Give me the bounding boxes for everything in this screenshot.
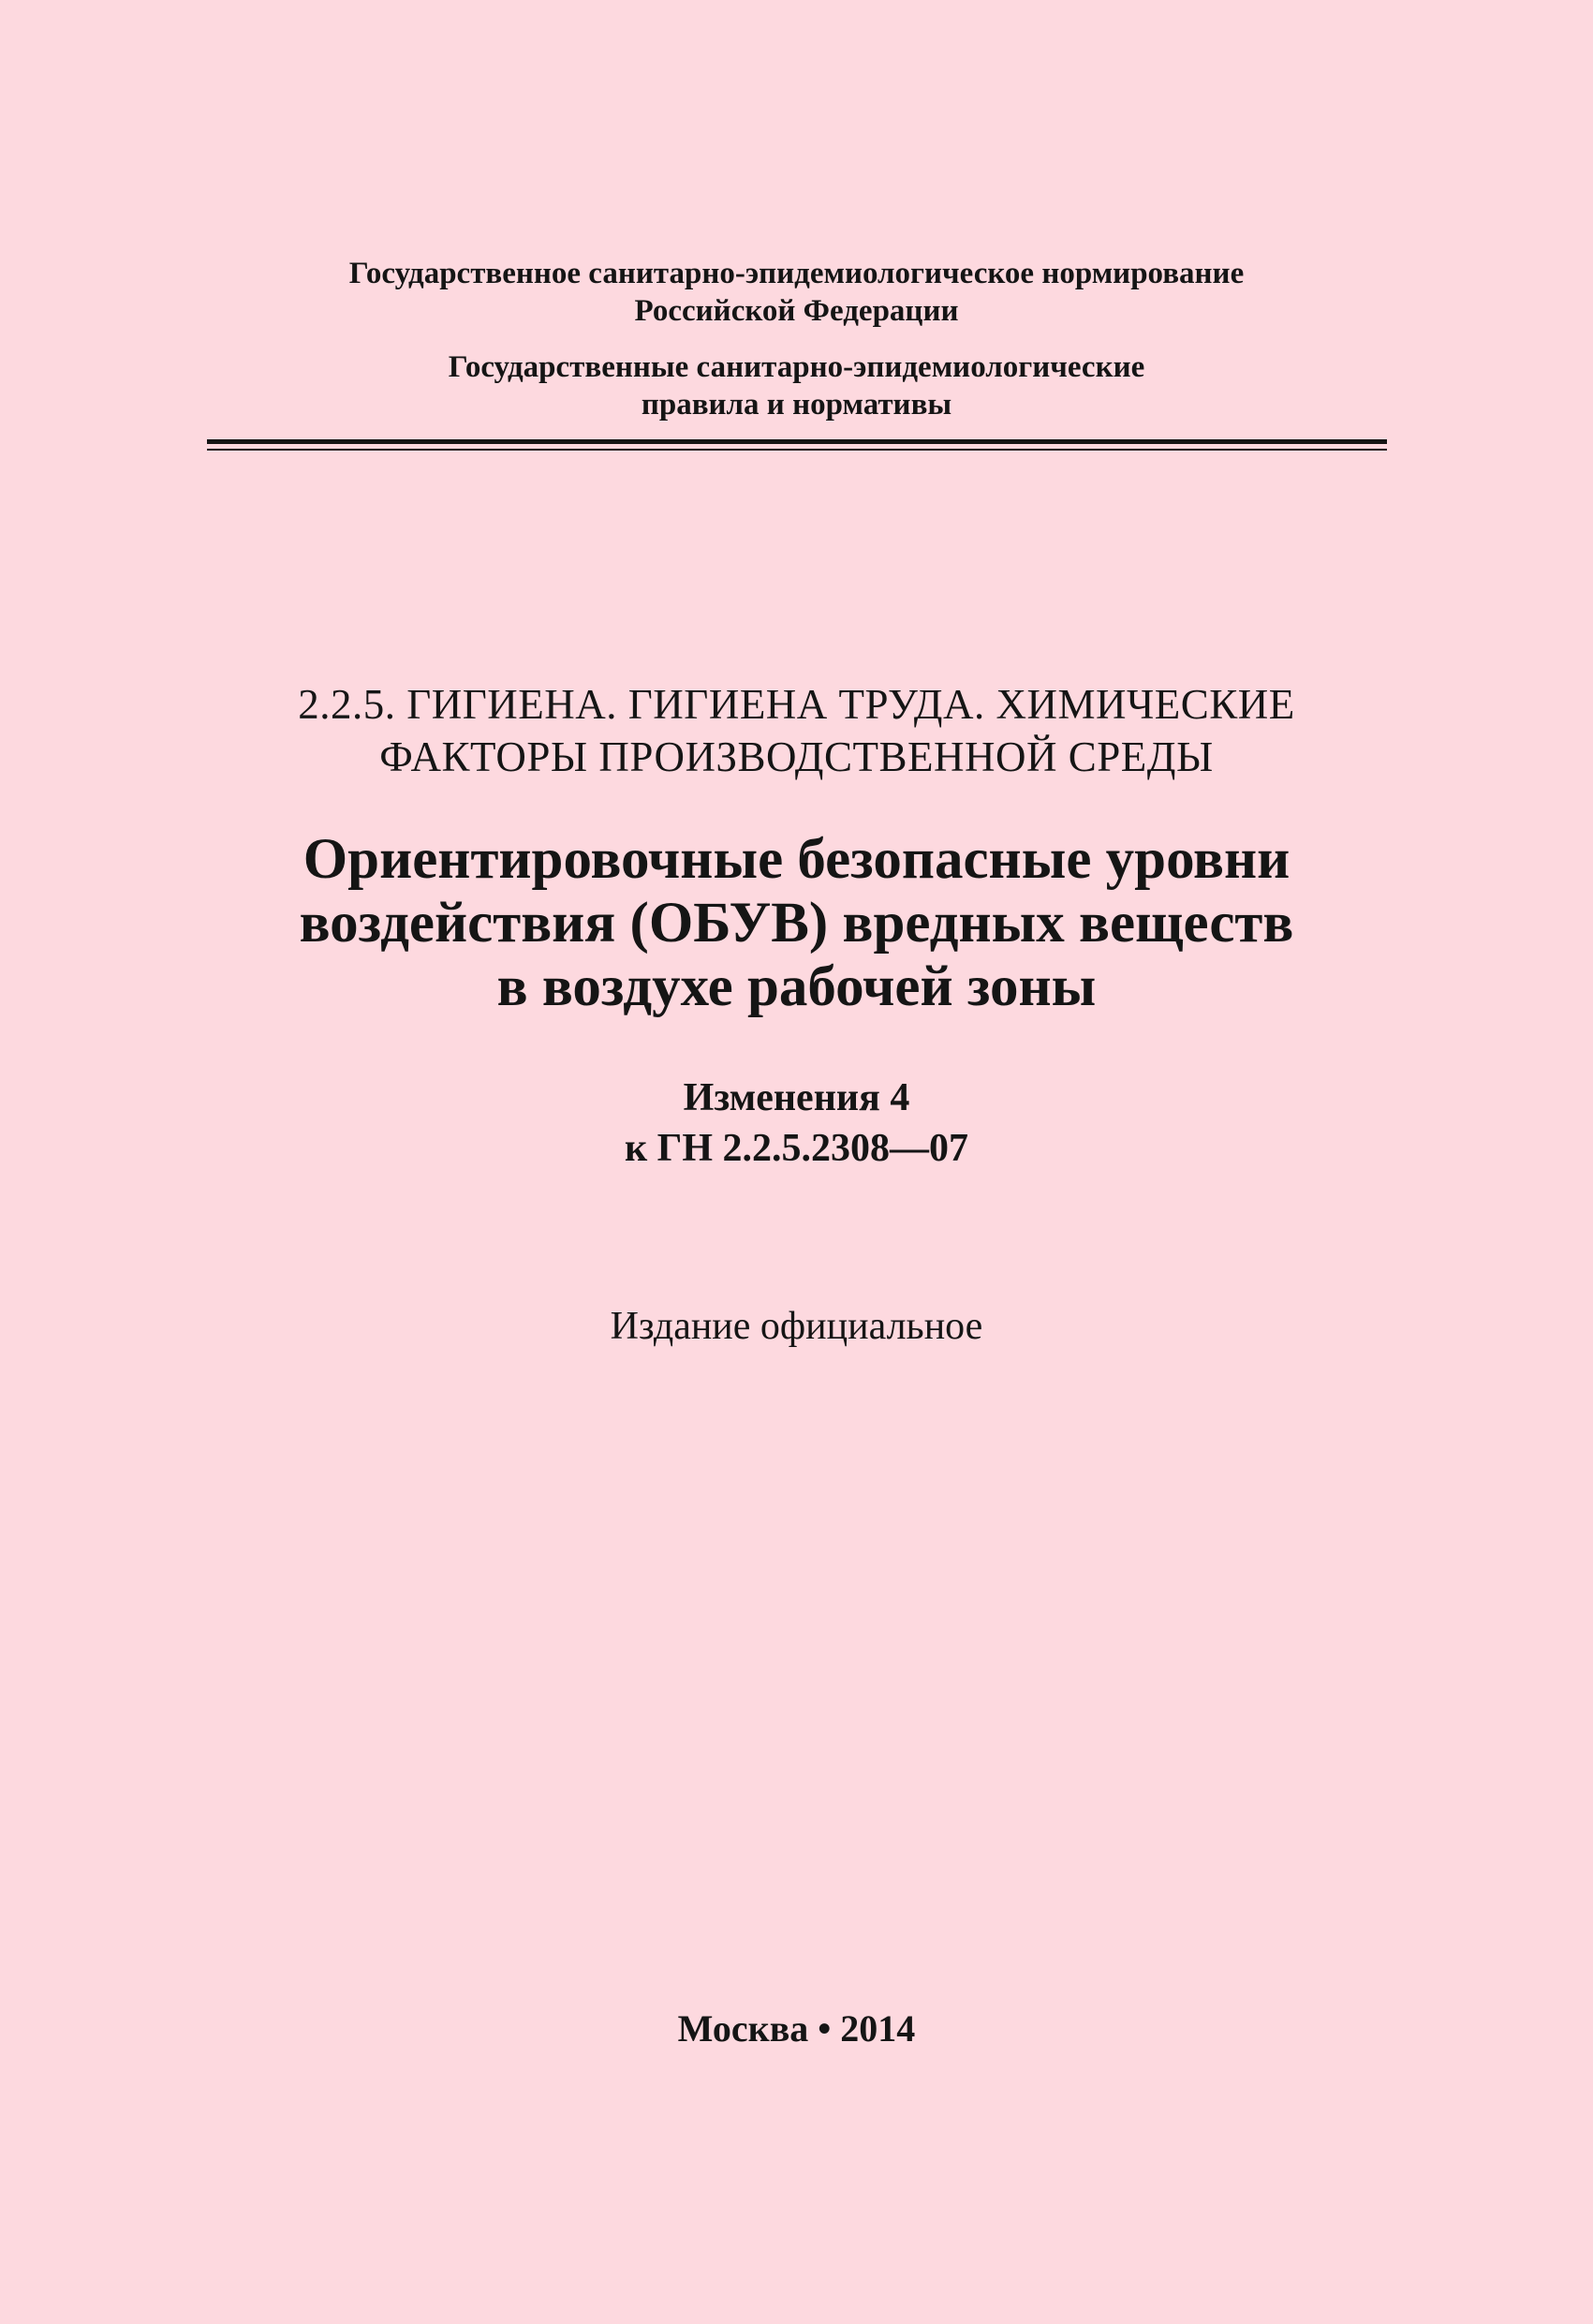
section-line-2: ФАКТОРЫ ПРОИЗВОДСТВЕННОЙ СРЕДЫ	[379, 733, 1214, 780]
amendment-line-1: Изменения 4	[683, 1076, 910, 1119]
document-title	[0, 828, 1593, 1019]
header-line-2: Российской Федерации	[634, 294, 959, 328]
section-line-1: 2.2.5. ГИГИЕНА. ГИГИЕНА ТРУДА. ХИМИЧЕСКИЕ	[298, 681, 1295, 728]
header-line-3: Государственные санитарно-эпидемиологические	[448, 350, 1145, 384]
header-line-4: правила и нормативы	[641, 388, 952, 422]
amendment-line-2: к ГН 2.2.5.2308—07	[624, 1127, 969, 1170]
publication-imprint: Москва • 2014	[677, 2007, 916, 2050]
title-line-3: в воздухе рабочей зоны	[496, 955, 1097, 1018]
document-series-header	[0, 348, 1593, 423]
edition-note: Издание официальное	[610, 1305, 983, 1348]
issuing-authority-header	[0, 255, 1593, 330]
title-line-1: Ориентировочные безопасные уровни	[302, 828, 1291, 891]
title-line-2: воздействия (ОБУВ) вредных веществ	[299, 892, 1294, 955]
amendment-designation	[0, 1073, 1593, 1174]
section-heading	[0, 678, 1593, 783]
header-divider-thick	[207, 439, 1387, 444]
header-divider-thin	[207, 449, 1387, 451]
header-line-1: Государственное санитарно-эпидемиологическое нормирование	[348, 257, 1245, 290]
